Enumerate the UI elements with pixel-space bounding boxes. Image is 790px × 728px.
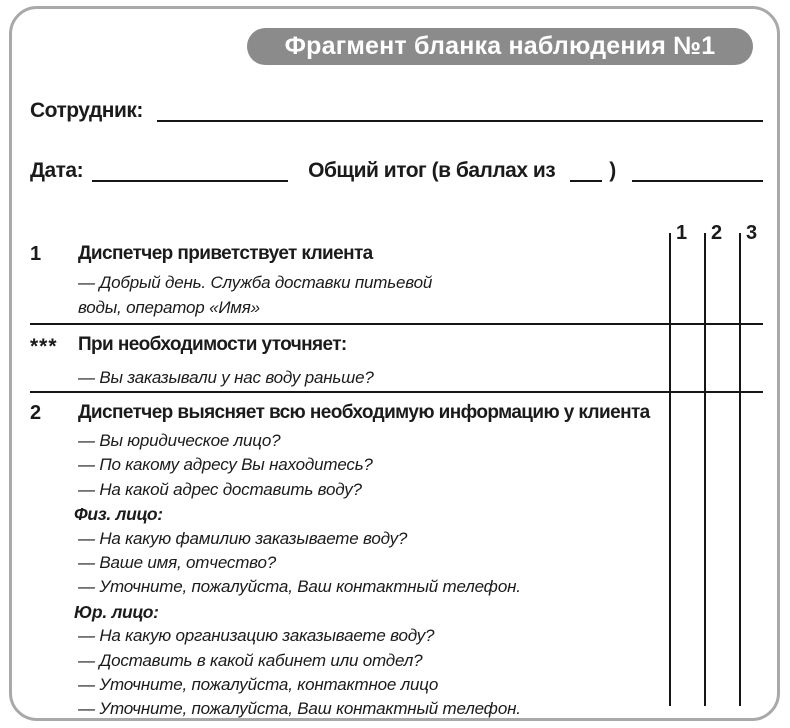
score-column-line-2 [704, 233, 706, 706]
sections [30, 242, 763, 723]
score-column-label-1: 1 [676, 222, 687, 244]
section-lines [74, 429, 763, 722]
total-blank-line [632, 160, 763, 182]
checklist-section [30, 323, 763, 391]
form-title-badge [247, 28, 753, 65]
max-points-blank [570, 160, 602, 182]
score-column-label-3: 3 [746, 222, 757, 244]
script-quote-line: — Ваше имя, отчество? [78, 553, 276, 573]
checklist-section [30, 391, 763, 723]
section-lines [78, 270, 436, 320]
section-number: 1 [30, 243, 41, 265]
script-quote-line: — Вы юридическое лицо? [78, 431, 281, 450]
checklist-table [30, 222, 763, 719]
date-blank-line [92, 160, 288, 182]
script-quote-line: — Уточните, пожалуйста, Ваш контактный телефон. [78, 577, 521, 597]
script-quote-line: — На какую фамилию заказываете воду? [78, 528, 408, 548]
script-quote-line: — Доставить в какой кабинет или отдел? [78, 650, 423, 670]
section-heading [30, 334, 763, 360]
score-column-line-3 [739, 233, 741, 706]
score-column-line-1 [669, 233, 671, 706]
section-number: *** [30, 335, 58, 358]
section-heading [30, 243, 763, 265]
section-lines [78, 365, 763, 390]
employee-row [30, 96, 763, 123]
script-quote-line: — На какой адрес доставить воду? [78, 479, 362, 499]
checklist-section [30, 242, 763, 323]
score-column-label-2: 2 [711, 222, 722, 244]
section-title: Диспетчер приветствует клиента [78, 243, 373, 264]
script-quote-line: — Вы заказывали у нас воду раньше? [78, 368, 374, 387]
employee-blank-line [157, 100, 763, 122]
section-title: Диспетчер выясняет всю необходимую информацию у клиента [78, 402, 650, 423]
section-title: При необходимости уточняет: [78, 334, 347, 355]
script-quote-line: — Добрый день. Служба доставки питьевой воды, оператор «Имя» [78, 273, 433, 317]
client-type-subhead: Физ. лицо: [74, 504, 163, 525]
section-number: 2 [30, 402, 41, 424]
form-title: Фрагмент бланка наблюдения №1 [284, 32, 716, 60]
employee-label: Сотрудник: [30, 98, 143, 122]
script-quote-line: — На какую организацию заказываете воду? [78, 626, 435, 646]
script-quote-line: — По какому адресу Вы находитесь? [78, 455, 373, 475]
close-paren: ) [609, 158, 616, 182]
date-total-row [30, 156, 763, 183]
date-label: Дата: [30, 158, 84, 182]
section-heading [30, 402, 763, 424]
client-type-subhead: Юр. лицо: [74, 601, 159, 622]
script-quote-line: — Уточните, пожалуйста, Ваш контактный телефон. [78, 699, 521, 719]
script-quote-line: — Уточните, пожалуйста, контактное лицо [78, 675, 439, 695]
total-score-label: Общий итог (в баллах из [308, 158, 556, 182]
